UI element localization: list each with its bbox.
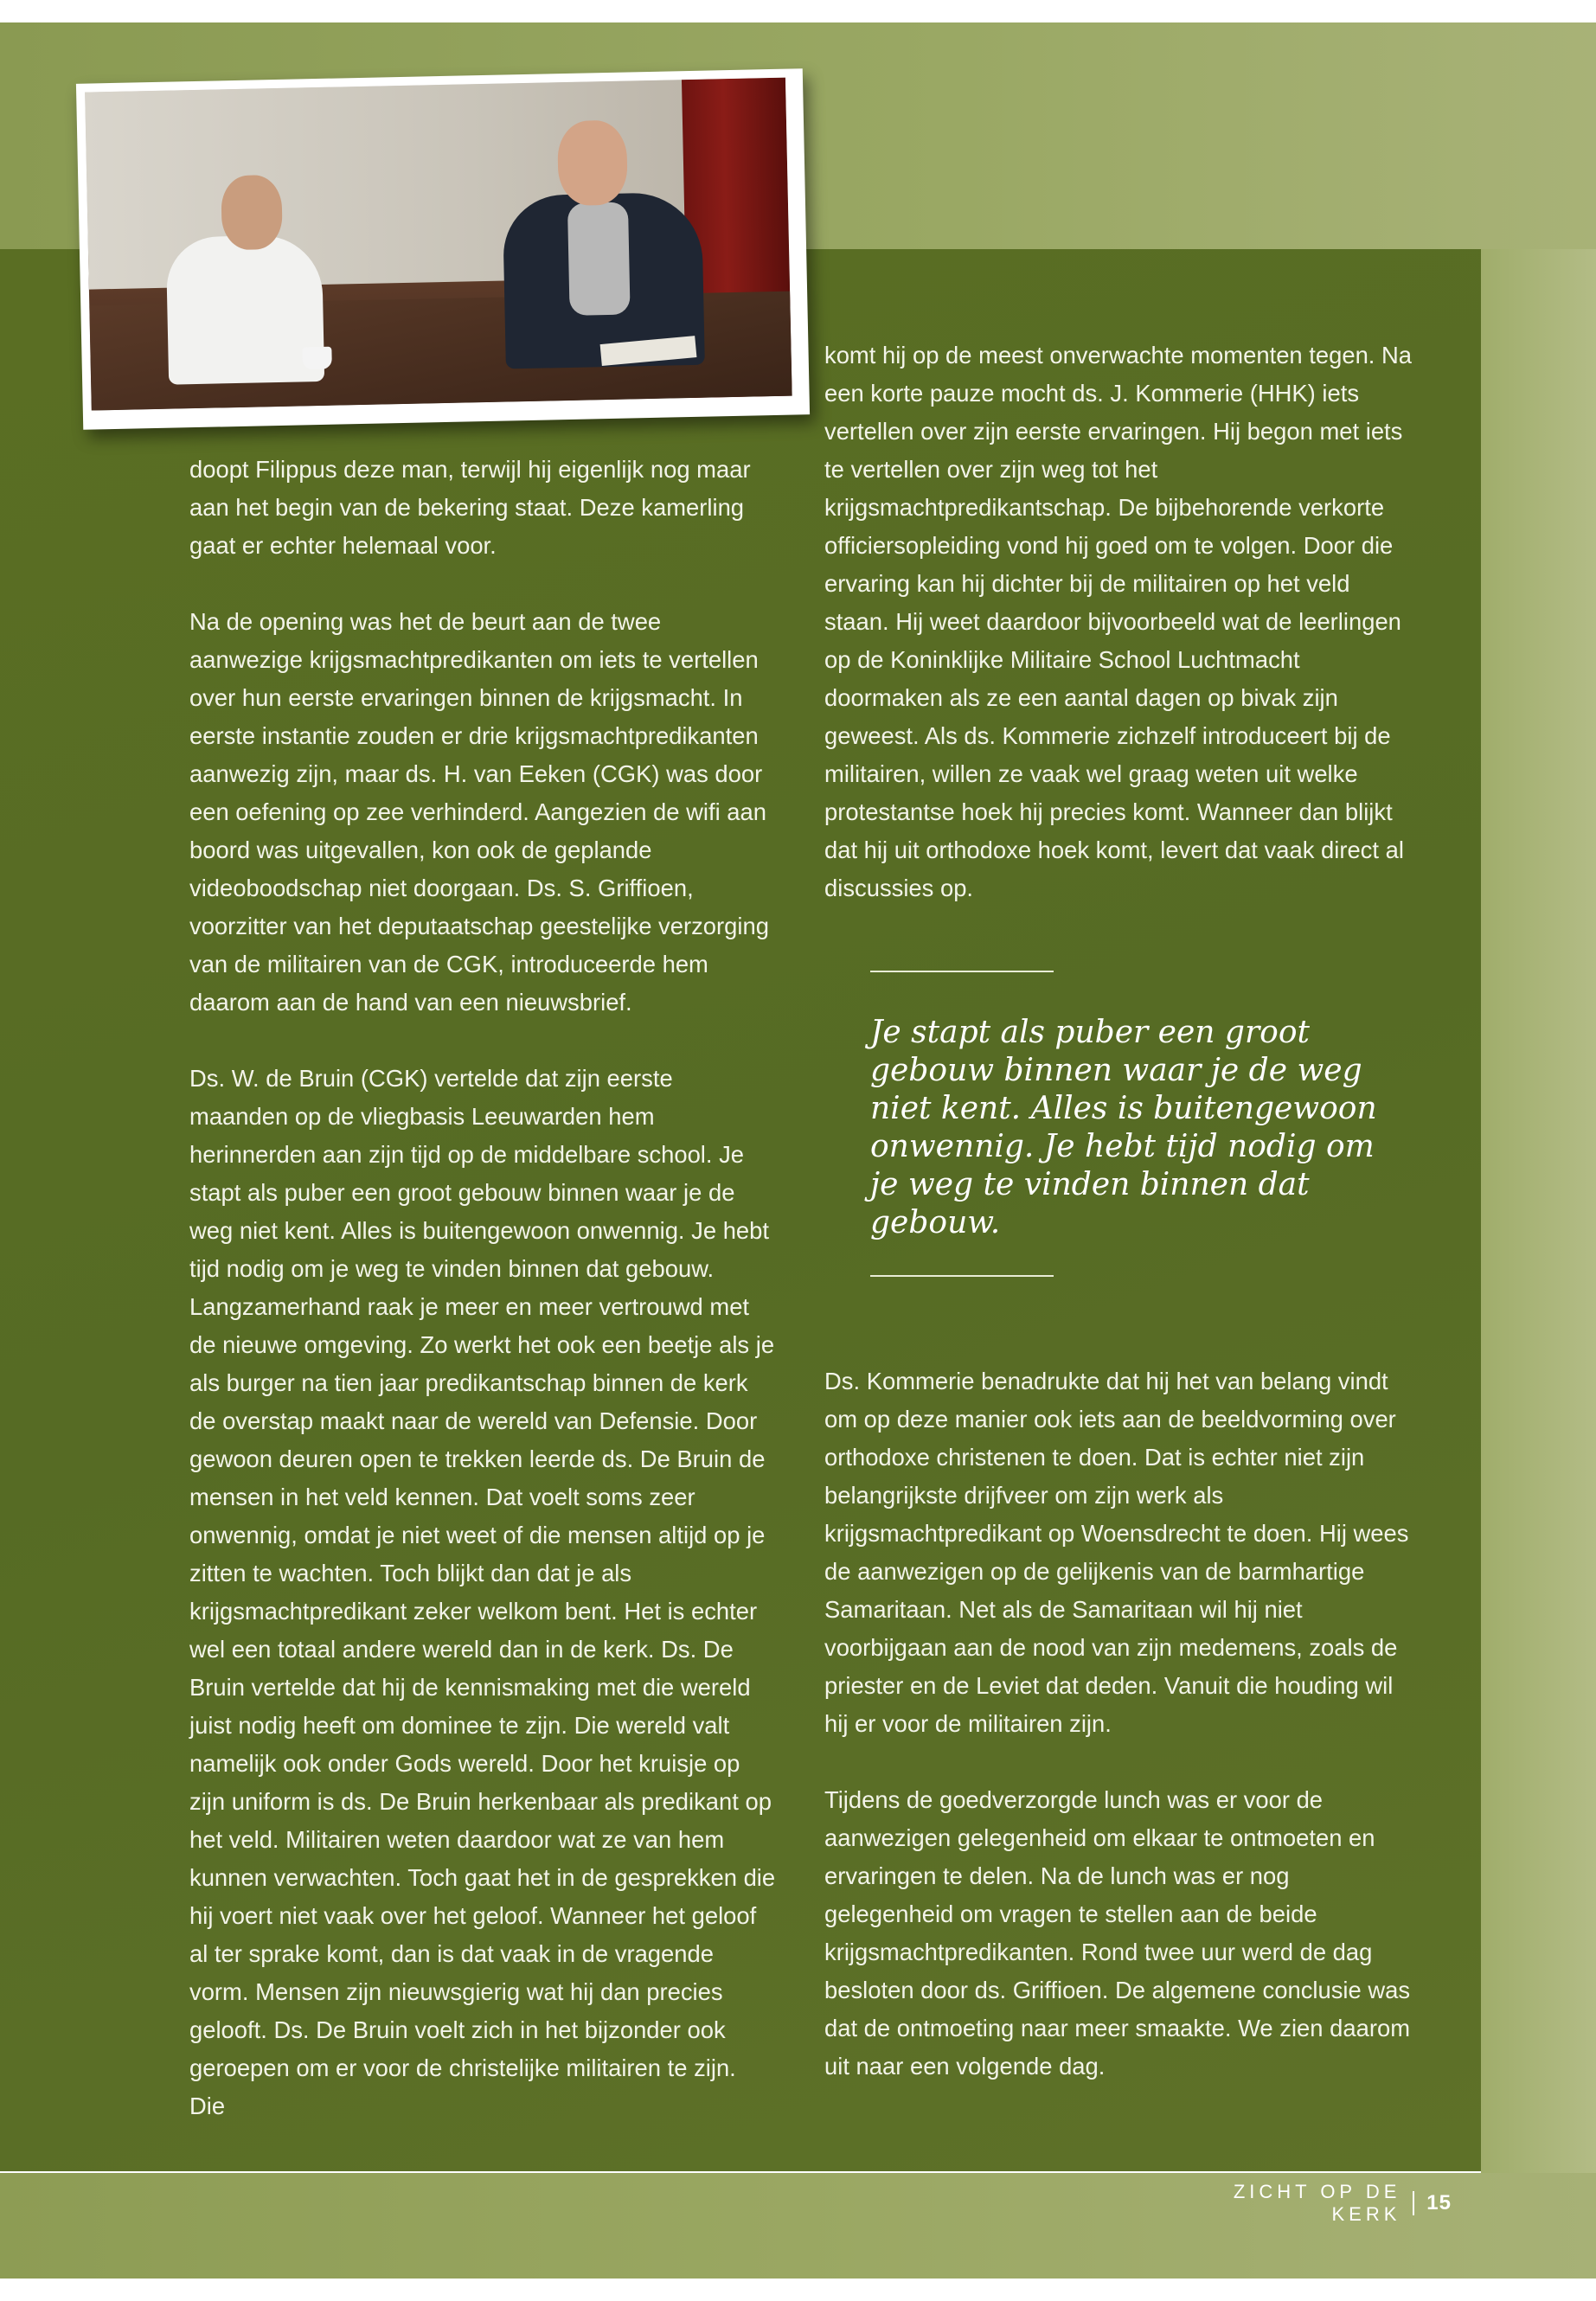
left-column <box>189 451 778 2125</box>
right-column-top <box>824 336 1413 907</box>
page-footer <box>1166 2181 1452 2225</box>
meeting-photo <box>85 78 792 411</box>
right-light-strip <box>1481 249 1596 2173</box>
paragraph: Na de opening was het de beurt aan de twee aanwezige krijgsmachtpredikanten om iets te vertellen over hun eerste ervaringen binnen de krijgsmacht. In eerste instantie zouden er drie krijgsmachtpredikanten aanwezig zijn, maar ds. H. van Eeken (CGK) was door een oefening op zee verhinderd. Aangezien de wifi aan boord was uitgevallen, kon ook de geplande videoboodschap niet doorgaan. Ds. S. Griffioen, voorzitter van het deputaatschap geestelijke verzorging van de militairen van de CGK, introduceerde hem daarom aan de hand van een nieuwsbrief. <box>189 608 769 1016</box>
photo-frame <box>76 68 810 430</box>
right-column-bottom <box>824 1362 1413 2086</box>
magazine-title: ZICHT OP DE KERK <box>1233 2181 1401 2225</box>
paragraph: Ds. Kommerie benadrukte dat hij het van belang vindt om op deze manier ook iets aan de beeldvorming over orthodoxe christenen te doen. Dat is echter niet zijn belangrijkste drijfveer om zijn werk als krijgsmachtpredikant op Woensdrecht te doen. Hij wees de aanwezigen op de gelijkenis van de barmhartige Samaritaan. Net als de Samaritaan wil hij niet voorbijgaan aan de nood van zijn medemens, zoals de priester en de Leviet dat deden. Vanuit die houding wil hij er voor de militairen zijn. <box>824 1368 1409 1737</box>
quote-rule-bottom <box>870 1275 1054 1277</box>
paragraph: Tijdens de goedverzorgde lunch was er voor de aanwezigen gelegenheid om elkaar te ontmoeten en ervaringen te delen. Na de lunch was er nog gelegenheid om vragen te stellen aan de beide krijgsmachtpredikanten. Rond twee uur werd de dag besloten door ds. Griffioen. De algemene conclusie was dat de ontmoeting naar meer smaakte. We zien daarom uit naar een volgende dag. <box>824 1786 1411 2080</box>
quote-rule-top <box>870 971 1054 972</box>
footer-separator <box>1413 2191 1414 2215</box>
pull-quote: Je stapt als puber een groot gebouw binnen waar je de weg niet kent. Alles is buitengewoon onwennig. Je hebt tijd nodig om je weg te vinden binnen dat gebouw. <box>870 1015 1377 1240</box>
paragraph: doopt Filippus deze man, terwijl hij eigenlijk nog maar aan het begin van de bekering staat. Deze kamerling gaat er echter helemaal voor. <box>189 456 751 559</box>
page-number: 15 <box>1426 2191 1452 2214</box>
paragraph: Ds. W. de Bruin (CGK) vertelde dat zijn eerste maanden op de vliegbasis Leeuwarden hem herinnerden aan zijn tijd op de middelbare school. Je stapt als puber een groot gebouw binnen waar je de weg niet kent. Alles is buitengewoon onwennig. Je hebt tijd nodig om je weg te vinden binnen dat gebouw. Langzamerhand raak je meer en meer vertrouwd met de nieuwe omgeving. Zo werkt het ook een beetje als je als burger na tien jaar predikantschap binnen de kerk de overstap maakt naar de wereld van Defensie. Door gewoon deuren open te trekken leerde ds. De Bruin de mensen in het veld kennen. Dat voelt soms zeer onwennig, omdat je niet weet of die mensen altijd op je zitten te wachten. Toch blijkt dan dat je als krijgsmachtpredikant zeker welkom bent. Het is echter wel een totaal andere wereld dan in de kerk. Ds. De Bruin vertelde dat hij de kennismaking met die wereld juist nodig heeft om dominee te zijn. Die wereld valt namelijk ook onder Gods wereld. Door het kruisje op zijn uniform is ds. De Bruin herkenbaar als predikant op het veld. Militairen weten daardoor wat ze van hem kunnen verwachten. Toch gaat het in de gesprekken die hij voert niet vaak over het geloof. Wanneer het geloof al ter sprake komt, dan is dat vaak in de vragende vorm. Mensen zijn nieuwsgierig wat hij dan precies gelooft. Ds. De Bruin voelt zich in het bijzonder ook geroepen om er voor de christelijke militairen te zijn. Die <box>189 1065 776 2119</box>
paragraph: komt hij op de meest onverwachte momenten tegen. Na een korte pauze mocht ds. J. Kommerie (HHK) iets vertellen over zijn eerste ervaringen. Hij begon met iets te vertellen over zijn weg tot het krijgsmachtpredikantschap. De bijbehorende verkorte officiersopleiding vond hij goed om te volgen. Door die ervaring kan hij dichter bij de militairen op het veld staan. Hij weet daardoor bijvoorbeeld wat de leerlingen op de Koninklijke Militaire School Luchtmacht doormaken als ze een aantal dagen op bivak zijn geweest. Als ds. Kommerie zichzelf introduceert bij de militairen, willen ze vaak wel graag weten uit welke protestantse hoek hij precies komt. Wanneer dan blijkt dat hij uit orthodoxe hoek komt, levert dat vaak direct al discussies op. <box>824 342 1413 901</box>
